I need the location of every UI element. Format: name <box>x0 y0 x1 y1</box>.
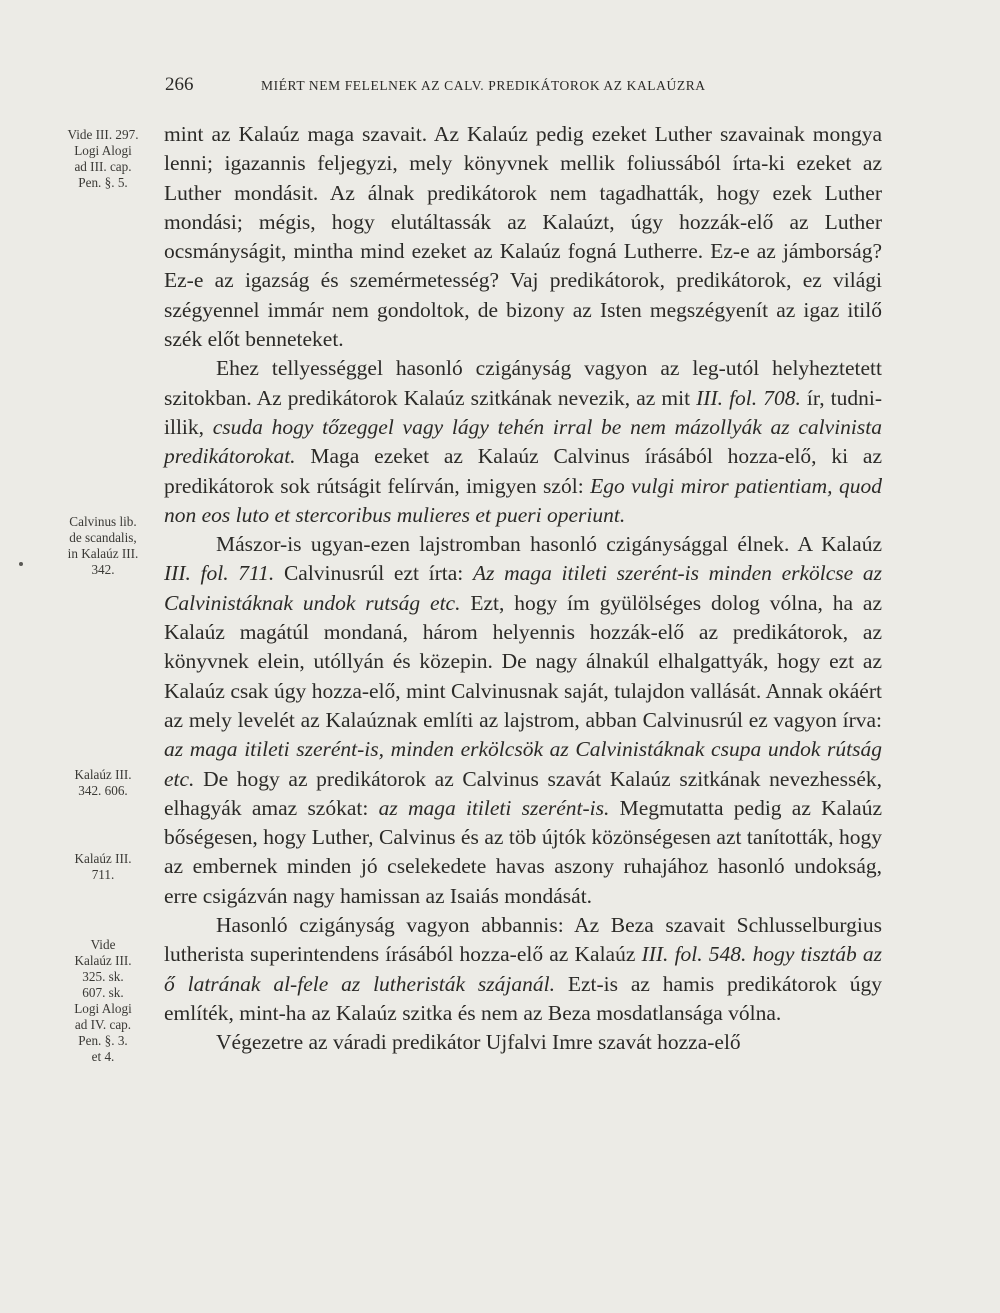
text-span: Ehez tellyességgel hasonló czigányság vagyon az leg-utól helyheztetett szitokban. Az predikátorok Kalaúz szitkának nevezik, az mit <box>164 356 882 410</box>
margin-note-line: Pen. §. 3. <box>78 1033 128 1048</box>
text-span: ír, tudni-illik, <box>164 385 882 439</box>
italic-span: Ego vulgi miror patientiam, quod non eos luto et stercoribus mulieres et pueri operiunt. <box>164 473 882 527</box>
text-span: Végezetre az váradi predikátor Ujfalvi Imre szavát hozza-elő <box>216 1030 741 1055</box>
italic-span: III. fol. 548. hogy tisztáb az ő latrának al-fele az lutheristák szájanál. <box>164 942 882 996</box>
text-span: Ezt-is az hamis predikátorok úgy említék, mint-ha az Kalaúz szitka és nem az Beza mosdatlansága vólna. <box>164 971 882 1025</box>
italic-span: az maga itileti szerént-is, minden erkölcsök az Calvinistáknak csupa undok rútság etc. <box>164 737 882 791</box>
paragraph <box>164 530 882 911</box>
paragraph <box>164 354 882 530</box>
page-header <box>165 74 885 100</box>
margin-note-line: Logi Alogi <box>74 1001 132 1016</box>
text-span: Mászor-is ugyan-ezen lajstromban hasonló czigánysággal élnek. A Kalaúz <box>216 532 882 557</box>
italic-span: az maga itileti szerént-is. <box>378 795 610 820</box>
margin-note <box>52 851 154 883</box>
text-span: Hasonló czigányság vagyon abbannis: Az Beza szavait Schlusselburgius lutherista superintendens írásából hozza-elő az Kalaúz <box>164 913 882 967</box>
margin-note-line: 342. <box>91 562 115 577</box>
text-span: Maga ezeket az Kalaúz Calvinus írásából hozza-elő, ki az predikátorok sok rútságit felírván, imigyen szól: <box>164 444 882 498</box>
margin-note <box>52 937 154 1065</box>
margin-note-line: 342. 606. <box>78 783 128 798</box>
margin-note-line: Kalaúz III. <box>74 767 132 782</box>
italic-span: csuda hogy tőzeggel vagy lágy tehén irral be nem mázollyák az calvinista predikátorokat. <box>164 414 882 469</box>
margin-note-line: ad IV. cap. <box>74 1017 132 1032</box>
paragraph <box>164 911 882 1028</box>
italic-span: III. fol. 708. <box>696 385 801 410</box>
paragraph <box>164 1028 882 1057</box>
margin-note <box>52 767 154 799</box>
italic-span: III. fol. 711. <box>164 561 275 586</box>
margin-note-line: Calvinus lib. <box>69 514 137 529</box>
margin-note-line: Vide <box>90 937 116 952</box>
margin-note-line: et 4. <box>91 1049 115 1064</box>
margin-note-line: Logi Alogi <box>74 143 132 158</box>
page-number: 266 <box>165 74 194 95</box>
margin-note-line: 711. <box>91 867 115 882</box>
body-text <box>164 120 882 1058</box>
text-span: Ezt, hogy ím gyülölséges dolog vólna, ha az Kalaúz magátúl mondaná, három helyennis hozzák-elő az predikátorok, az könyvnek elein, utóllyán és közepin. De nagy álnakúl elhalgattyák, hogy ezt az Kalaúz csak úgy hozza-elő, mint Calvinusnak saját, tulajdon vallását. Annak okáért az mely levelét az Kalaúznak említi az lajstrom, abban Calvinusrúl ez vagyon írva: <box>164 590 882 732</box>
italic-span: Az maga itileti szerént-is minden erkölcse az Calvinistáknak undok rutság etc. <box>164 561 882 615</box>
margin-note-line: in Kalaúz III. <box>67 546 139 561</box>
paragraph <box>164 120 882 354</box>
margin-note <box>52 514 154 578</box>
running-title: MIÉRT NEM FELELNEK AZ CALV. PREDIKÁTOROK AZ KALAÚZRA <box>261 78 706 93</box>
margin-note <box>52 127 154 191</box>
margin-note-line: ad III. cap. <box>74 159 132 174</box>
margin-note-line: Kalaúz III. <box>74 851 132 866</box>
text-span: De hogy az predikátorok az Calvinus szavát Kalaúz szitkának nevezhessék, elhagyák amaz szókat: <box>164 766 882 820</box>
margin-note-line: 607. sk. <box>82 985 124 1000</box>
margin-note-line: Vide III. 297. <box>67 127 139 142</box>
margin-note-line: Kalaúz III. <box>74 953 132 968</box>
paper-speck <box>19 562 23 566</box>
margin-note-line: Pen. §. 5. <box>78 175 128 190</box>
margin-note-line: de scandalis, <box>69 530 137 545</box>
text-span: Megmutatta pedig az Kalaúz bőségesen, hogy Luther, Calvinus és az töb újtók közönségesen azt tanították, hogy az embernek minden jó cselekedete havas aszony ruhajához hasonló undokság, erre csigázván nagy hamissan az Isaiás mondását. <box>164 795 883 908</box>
text-span: Calvinusrúl ezt írta: <box>274 561 473 586</box>
text-span: mint az Kalaúz maga szavait. Az Kalaúz pedig ezeket Luther szavainak mongya lenni; igazannis feljegyzi, mely könyvnek mellik foliussából írta-ki ezeket az Luther mondásit. Az álnak predikátorok nem tagadhatták, hogy ezek Luther mondási; mégis, hogy elutáltassák az Kalaúzt, úgy hozzák-elő az Luther ocsmányságit, mintha mind ezeket az Kalaúz fogná Lutherre. Ez-e az jámborság? Ez-e az igazság és szemérmetesség? Vaj predikátorok, predikátorok, ez világi szégyennel immár nem gondoltok, de bizony az Isten megszégyenít az igaz itilő szék előt benneteket. <box>164 122 882 352</box>
margin-note-line: 325. sk. <box>82 969 124 984</box>
